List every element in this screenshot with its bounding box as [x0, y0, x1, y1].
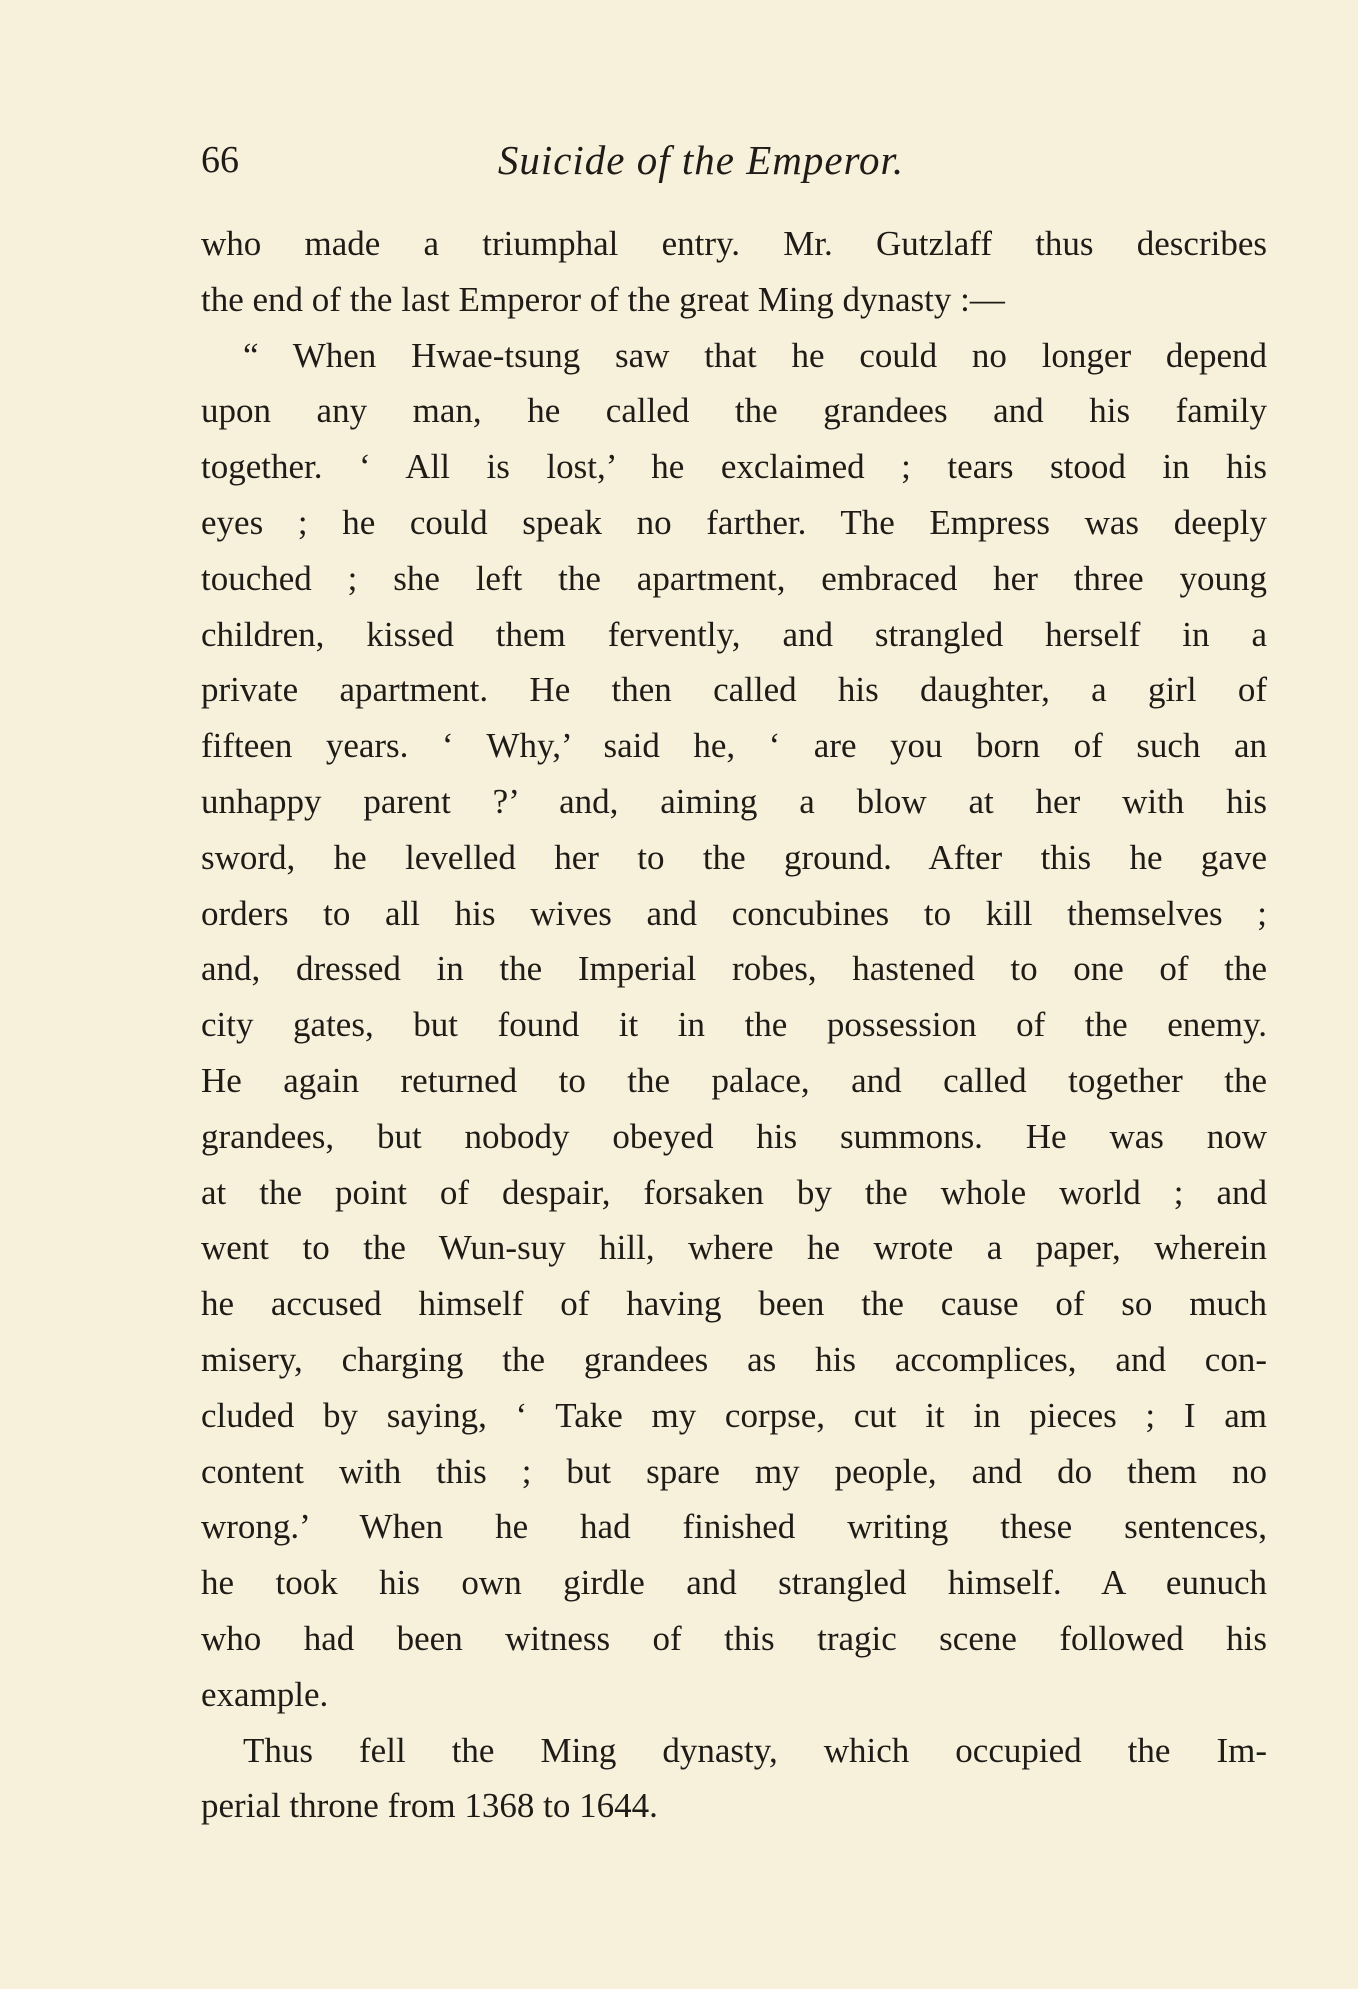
text-line: eyes ; he could speak no farther. The Empress was deeply: [201, 502, 1267, 542]
text-line: together. ‘ All is lost,’ he exclaimed ; tears stood in his: [201, 447, 1267, 487]
text-line: the end of the last Emperor of the great Ming dynasty :—: [201, 279, 1005, 319]
text-line: he accused himself of having been the cause of so much: [201, 1284, 1267, 1324]
text-line: he took his own girdle and strangled himself. A eunuch: [201, 1563, 1267, 1603]
text-line: perial throne from 1368 to 1644.: [201, 1786, 658, 1826]
text-line: sword, he levelled her to the ground. After this he gave: [201, 837, 1267, 877]
text-line: private apartment. He then called his daughter, a girl of: [201, 670, 1267, 710]
text-line: orders to all his wives and concubines to kill themselves ;: [201, 893, 1267, 933]
text-line: children, kissed them fervently, and strangled herself in a: [201, 614, 1267, 654]
text-line: and, dressed in the Imperial robes, hastened to one of the: [201, 949, 1267, 989]
body-text: [201, 216, 1267, 1834]
text-line: who made a triumphal entry. Mr. Gutzlaff thus describes: [201, 224, 1267, 263]
text-line: touched ; she left the apartment, embraced her three young: [201, 558, 1267, 598]
text-line: example.: [201, 1674, 329, 1714]
text-line: content with this ; but spare my people, and do them no: [201, 1451, 1267, 1491]
text-line: “ When Hwae-tsung saw that he could no longer depend: [243, 335, 1267, 375]
text-line: He again returned to the palace, and called together the: [201, 1060, 1267, 1100]
text-line: misery, charging the grandees as his accomplices, and con-: [201, 1339, 1267, 1379]
text-line: Thus fell the Ming dynasty, which occupied the Im-: [243, 1730, 1267, 1770]
running-head: [201, 130, 1261, 190]
text-line: fifteen years. ‘ Why,’ said he, ‘ are you born of such an: [201, 726, 1267, 766]
text-line: went to the Wun-suy hill, where he wrote a paper, wherein: [201, 1228, 1267, 1268]
page-number: 66: [201, 139, 239, 181]
text-line: cluded by saying, ‘ Take my corpse, cut it in pieces ; I am: [201, 1395, 1267, 1435]
text-line: who had been witness of this tragic scene followed his: [201, 1618, 1267, 1658]
text-line: upon any man, he called the grandees and his family: [201, 391, 1267, 431]
text-line: at the point of despair, forsaken by the whole world ; and: [201, 1172, 1267, 1212]
text-line: city gates, but found it in the possession of the enemy.: [201, 1005, 1267, 1045]
text-line: unhappy parent ?’ and, aiming a blow at her with his: [201, 781, 1267, 821]
page-title: Suicide of the Emperor.: [497, 137, 905, 183]
text-line: grandees, but nobody obeyed his summons. He was now: [201, 1116, 1267, 1156]
text-line: wrong.’ When he had finished writing these sentences,: [201, 1507, 1267, 1547]
